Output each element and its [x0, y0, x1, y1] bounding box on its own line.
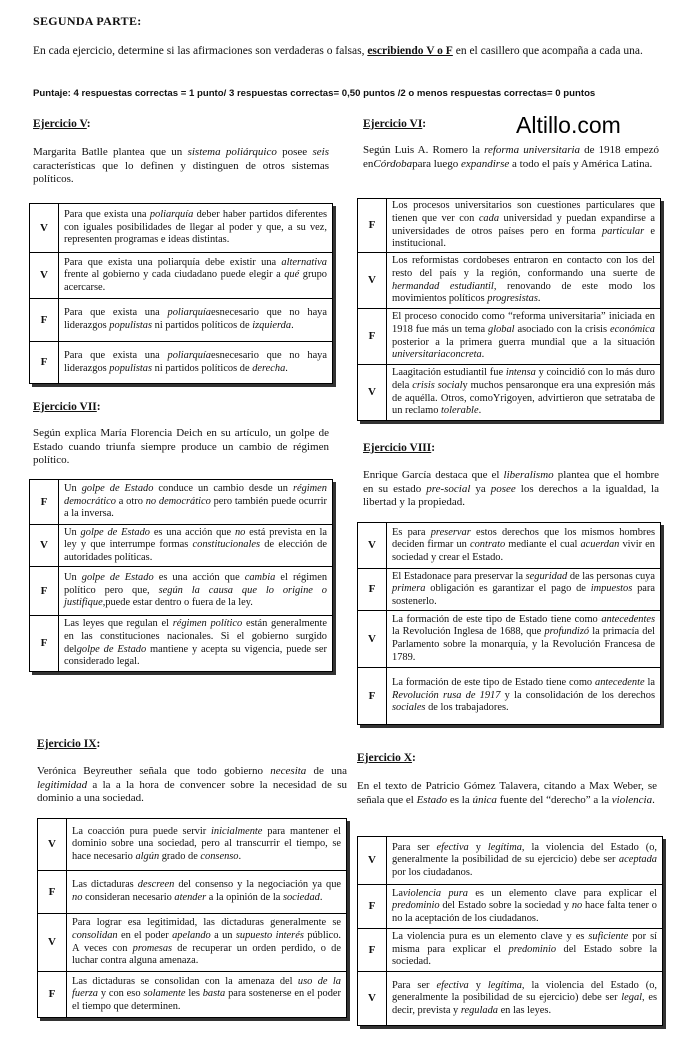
- statement-text: en el poder: [117, 929, 173, 941]
- ej7-title: Ejercicio VII:: [33, 401, 101, 413]
- statement-text: Un: [64, 572, 82, 584]
- statement-text: predominio: [392, 900, 440, 912]
- ej10-table: [357, 836, 663, 1026]
- statement-text: izquierda: [252, 320, 292, 331]
- statement-text: regulada: [460, 1004, 498, 1016]
- statement-text: sociedad: [282, 892, 320, 903]
- ej5-desc-a: Margarita Batlle plantea que un: [33, 146, 188, 158]
- answer-cell[interactable]: V: [38, 819, 67, 871]
- table-row: [358, 199, 661, 253]
- answer-cell[interactable]: F: [358, 885, 387, 929]
- table-row: [30, 525, 333, 567]
- statement-text: de los trabajadores.: [425, 702, 509, 714]
- statement-text: descreen: [137, 879, 175, 891]
- ej6-description: [363, 144, 659, 171]
- statement-text: estos derechos que los mismos hombres deciden firmar un: [392, 526, 655, 551]
- statement-text: , renovando de este modo los movimientos políticos: [392, 280, 655, 305]
- instructions-emphasis: escribiendo V o F: [367, 45, 453, 57]
- statement-cell: [67, 871, 347, 914]
- ej9-title-text: Ejercicio IX: [37, 738, 97, 750]
- statement-text: de las personas cuya: [567, 570, 655, 582]
- statement-text: ni partidos políticos de: [152, 320, 253, 331]
- statement-text: .: [478, 405, 482, 417]
- table-row: [38, 819, 347, 871]
- ej5-table: [29, 203, 333, 384]
- statement-text: cada: [478, 212, 500, 224]
- statement-text: esnecesario que no haya liderazgos: [64, 307, 327, 331]
- statement-text: , la violencia del Estado (o, generalmente la posibilidad de su ejercicio) debe ser: [392, 979, 657, 1004]
- ej10-desc-c: es la: [447, 793, 473, 806]
- statement-cell: [59, 342, 333, 384]
- statement-text: hace falta tener o no la aceptación de los ciudadanos.: [392, 900, 657, 924]
- statement-text: poliarquía: [167, 349, 211, 361]
- table-row: [358, 569, 661, 611]
- ej6-desc-g: a todo el país y América Latina.: [509, 157, 653, 170]
- statement-text: la Revolución Inglesa de 1688, que: [392, 626, 545, 638]
- statement-cell: [387, 253, 661, 309]
- statement-text: del Estado sobre la sociedad y: [439, 900, 572, 912]
- statement-cell: [387, 837, 663, 885]
- ej8-desc-g: los derechos a la igualdad, la libertad y la propiedad.: [363, 482, 659, 509]
- answer-cell[interactable]: V: [358, 365, 387, 421]
- table-row: [30, 480, 333, 525]
- ej9-desc-c: de una: [306, 765, 348, 777]
- statement-text: no: [72, 892, 83, 903]
- ej6-desc-e: para luego: [412, 157, 461, 170]
- ej10-desc-a: En el texto de Patricio Gómez Talavera, citando a Max Weber, se señala que el: [357, 780, 657, 806]
- statement-text: algún: [135, 850, 160, 862]
- statement-text: Para que exista una: [64, 209, 150, 221]
- statement-text: grupo acercarse.: [64, 269, 327, 293]
- ej5-desc-e: características que lo definen y distinguen de otros sistemas políticos.: [33, 159, 329, 186]
- statement-text: populistas: [109, 362, 153, 374]
- statement-text: , la violencia del Estado (o, generalmente la posibilidad de su ejercicio) debe ser: [392, 841, 657, 866]
- table-row: [358, 885, 663, 929]
- statement-text: cambia: [244, 572, 276, 584]
- statement-text: primera: [392, 583, 426, 595]
- ej9-desc-e: a la a la hora de convencer sobre la necesidad de su dominio a una sociedad.: [37, 778, 347, 805]
- statement-text: Los procesos universitarios son cuestiones particulares que tienen que ver con: [392, 200, 655, 224]
- statement-text: antecedente: [595, 677, 645, 689]
- statement-text: pero también puede ocurrir a la inversa.: [64, 495, 327, 520]
- statement-text: deber haber partidos diferentes con iguales posibilidades de llegar al poder y que, a su vez, representen programas e ideas distintas.: [64, 209, 327, 246]
- table-row: [358, 929, 663, 972]
- statement-text: vivir en sociedad y crear el Estado.: [392, 539, 655, 563]
- statement-text: profundizó: [544, 626, 590, 638]
- ej6-desc-b: reforma universitaria: [484, 144, 581, 156]
- statement-text: inicialmente: [211, 825, 263, 837]
- statement-text: obligación es garantizar el pago de: [425, 583, 591, 595]
- statement-text: consenso: [200, 850, 239, 862]
- ej10-desc-b: Estado: [416, 793, 448, 806]
- statement-text: mantiene y acepta su vigencia, puede ser considerado legal.: [64, 643, 327, 668]
- statement-cell: [387, 523, 661, 569]
- instructions-text: En cada ejercicio, determine si las afirmaciones son verdaderas o falsas,: [33, 45, 368, 57]
- statement-text: suficiente: [588, 931, 629, 943]
- statement-text: para sostenerse en el poder el tiempo que determinen.: [72, 988, 341, 1012]
- statement-text: .: [481, 349, 485, 361]
- statement-text: legal: [621, 992, 643, 1004]
- ej5-desc-d: seis: [312, 146, 329, 158]
- statement-text: tolerable: [441, 405, 479, 417]
- statement-text: hermandad estudiantil: [392, 280, 494, 292]
- ej6-desc-a: Según Luis A. Romero la: [363, 144, 485, 156]
- statement-text: ni partidos políticos de: [152, 362, 253, 374]
- ej8-title-text: Ejercicio VIII: [363, 442, 432, 454]
- statement-text: Laagitación estudiantil fue: [392, 367, 506, 379]
- statement-text: poliarquía: [149, 209, 194, 221]
- statement-text: basta: [202, 988, 226, 1000]
- ej5-desc-c: posee: [276, 146, 313, 158]
- statement-text: solamente: [143, 988, 186, 1000]
- ej9-title: Ejercicio IX:: [37, 738, 101, 750]
- statement-text: efectiva: [436, 841, 469, 853]
- statement-text: consideran necesario: [82, 892, 175, 903]
- statement-text: La: [392, 887, 403, 899]
- statement-cell: [387, 365, 661, 421]
- statement-text: de elección de autoridades políticas.: [64, 539, 327, 563]
- statement-text: está prevista en la ley y que interrumpe formas: [64, 526, 328, 551]
- statement-text: .: [238, 850, 242, 862]
- statement-text: sociales: [392, 702, 426, 714]
- statement-cell: [59, 204, 333, 253]
- statement-text: impuestos: [590, 583, 633, 595]
- statement-text: Para ser: [392, 841, 437, 853]
- statement-text: uso de la fuerza: [72, 975, 341, 1000]
- statement-text: Las dictaduras: [72, 879, 138, 891]
- statement-text: del consenso y la negociación ya que: [174, 879, 341, 891]
- statement-text: Es para: [392, 526, 431, 538]
- statement-text: intensa: [505, 367, 536, 379]
- answer-cell[interactable]: F: [30, 342, 59, 384]
- statement-text: grado de: [159, 850, 201, 862]
- table-row: [358, 309, 661, 365]
- answer-cell[interactable]: V: [30, 204, 59, 253]
- answer-cell[interactable]: F: [358, 199, 387, 253]
- statement-text: conduce un cambio desde un: [153, 483, 293, 495]
- statement-text: no democrático: [145, 495, 211, 507]
- statement-text: La formación de este tipo de Estado tiene como: [392, 677, 595, 689]
- answer-cell[interactable]: F: [38, 871, 67, 914]
- statement-text: contrato: [469, 539, 506, 551]
- statement-text: legítima: [487, 979, 522, 991]
- statement-text: Para ser: [392, 979, 437, 991]
- statement-text: en las leyes.: [497, 1004, 552, 1016]
- statement-text: Un: [64, 526, 81, 538]
- answer-cell[interactable]: F: [358, 668, 387, 725]
- statement-cell: [59, 299, 333, 342]
- statement-cell: [59, 480, 333, 525]
- statement-text: el régimen político pero que,: [64, 572, 328, 596]
- ej6-desc-c: de 1918 empezó en: [363, 144, 659, 170]
- statement-text: El proceso conocido como “reforma universitaria” iniciada en 1918 fue más un tema: [392, 311, 655, 335]
- statement-text: consolidan: [72, 929, 118, 941]
- statement-text: público. A veces con: [72, 929, 342, 954]
- statement-text: qué: [284, 269, 300, 281]
- statement-text: a un: [210, 929, 236, 941]
- statement-text: efectiva: [436, 979, 469, 991]
- statement-text: mediante el cual: [505, 539, 581, 551]
- answer-cell[interactable]: V: [358, 611, 387, 668]
- statement-cell: [387, 972, 663, 1026]
- statement-cell: [387, 885, 663, 929]
- statement-text: Para que exista una: [64, 307, 168, 319]
- statement-text: no: [571, 900, 583, 912]
- statement-cell: [67, 819, 347, 871]
- ej7-description: Según explica María Florencia Deich en su artículo, un golpe de Estado cuando triunfa siempre produce un cambio de régimen político.: [33, 427, 329, 467]
- answer-cell[interactable]: V: [38, 914, 67, 972]
- statement-text: a la opinión de la: [206, 892, 283, 903]
- ej6-desc-d: Córdoba: [373, 157, 413, 170]
- statement-text: ,puede estar dentro o fuera de la ley.: [102, 597, 253, 609]
- ej8-desc-f: posee: [490, 482, 516, 495]
- statement-text: La violencia pura es un elemento clave y es: [392, 931, 589, 943]
- statement-cell: [67, 972, 347, 1018]
- ej5-desc-b: sistema poliárquico: [187, 146, 277, 158]
- statement-text: del Estado sobre la sociedad.: [392, 943, 657, 968]
- ej10-desc-d: única: [472, 793, 497, 806]
- statement-text: según la causa que lo origine o justifique: [64, 584, 327, 609]
- statement-text: supuesto interés: [235, 929, 304, 941]
- statement-text: y coincidió con lo más duro dela: [392, 367, 655, 391]
- ej5-description: [33, 146, 329, 187]
- statement-text: es una acción que: [153, 572, 245, 584]
- ej8-desc-e: ya: [470, 482, 491, 495]
- statement-text: la primacía del Parlamento sobre la monarquía, y la Revolución Francesa de 1789.: [392, 626, 655, 663]
- statement-text: .: [537, 293, 541, 305]
- statement-text: es una acción que: [149, 526, 235, 538]
- ej5-title: Ejercicio V:: [33, 118, 91, 130]
- statement-text: violencia pura: [402, 887, 468, 899]
- ej9-desc-b: necesita: [270, 765, 307, 777]
- statement-cell: [59, 567, 333, 616]
- statement-text: legítima: [487, 841, 522, 853]
- answer-cell[interactable]: V: [30, 525, 59, 567]
- statement-text: para mantener el dominio sobre una sociedad, pero al transcurrir el tiempo, se hace necesario: [72, 825, 341, 862]
- statement-cell: [387, 611, 661, 668]
- site-logo: Altillo.com: [516, 112, 621, 138]
- ej6-title: Ejercicio VI:: [363, 118, 427, 130]
- statement-text: Un: [64, 483, 82, 495]
- statement-text: les: [185, 988, 203, 1000]
- answer-cell[interactable]: V: [358, 523, 387, 569]
- ej8-desc-b: liberalismo: [503, 469, 554, 481]
- statement-cell: [59, 616, 333, 672]
- statement-text: populistas: [109, 320, 153, 331]
- statement-text: seguridad: [525, 570, 568, 582]
- statement-text: La coacción pura puede servir: [72, 825, 212, 837]
- ej5-title-text: Ejercicio V: [33, 118, 87, 130]
- statement-text: asociado con la crisis: [514, 323, 610, 335]
- statement-text: e institucional.: [392, 225, 655, 250]
- ej10-desc-f: violencia: [611, 793, 653, 806]
- scoring-rules: Puntaje: 4 respuestas correctas = 1 punto/ 3 respuestas correctas= 0,50 puntos /2 o menos respuestas correctas= 0 puntos: [33, 88, 596, 99]
- statement-text: posterior a la primera guerra mundial que a la situación: [392, 336, 655, 348]
- statement-text: y con eso: [97, 988, 144, 1000]
- ej8-desc-a: Enrique García destaca que el: [363, 469, 504, 481]
- statement-cell: [59, 525, 333, 567]
- table-row: [30, 567, 333, 616]
- statement-text: global: [488, 323, 515, 335]
- table-row: [358, 611, 661, 668]
- statement-text: .: [285, 362, 288, 374]
- statement-text: golpe de Estado: [81, 483, 154, 495]
- ej6-title-text: Ejercicio VI: [363, 118, 423, 130]
- statement-text: golpe de Estado: [81, 572, 154, 584]
- answer-cell[interactable]: F: [358, 309, 387, 365]
- statement-cell: [387, 309, 661, 365]
- answer-cell[interactable]: V: [30, 253, 59, 299]
- table-row: [30, 616, 333, 672]
- section-title: SEGUNDA PARTE:: [33, 14, 142, 28]
- ej9-description: [37, 765, 347, 806]
- answer-cell[interactable]: F: [30, 480, 59, 525]
- ej8-title: Ejercicio VIII:: [363, 442, 436, 454]
- answer-cell[interactable]: F: [358, 929, 387, 972]
- statement-text: constitucionales: [192, 539, 261, 551]
- statement-text: y: [468, 841, 488, 853]
- statement-text: por los ciudadanos.: [392, 866, 473, 878]
- statement-text: universitariaconcreta: [392, 349, 482, 361]
- statement-text: de recuperar un orden perdido, o de luchar contra alguna amenaza.: [72, 942, 341, 967]
- ej7-title-text: Ejercicio VII: [33, 401, 97, 413]
- ej7-table: [29, 479, 333, 672]
- table-row: [38, 972, 347, 1018]
- ej8-desc-c: plantea que el hombre en su estado: [363, 469, 659, 495]
- statement-cell: [387, 569, 661, 611]
- instructions-text-end: en el casillero que acompaña a cada una.: [452, 45, 643, 57]
- statement-cell: [387, 668, 661, 725]
- statement-text: la: [644, 677, 655, 689]
- statement-text: apelando: [172, 929, 211, 941]
- ej9-desc-a: Verónica Beyreuther señala que todo gobierno: [37, 765, 271, 777]
- statement-text: preservar: [430, 526, 471, 538]
- statement-text: .: [319, 892, 323, 903]
- statement-text: golpe de Estado: [76, 643, 147, 655]
- answer-cell[interactable]: F: [30, 299, 59, 342]
- statement-text: predominio: [508, 943, 557, 955]
- table-row: [358, 837, 663, 885]
- statement-text: están generalmente en las constituciones nacionales. Si el gobierno surgido del: [64, 618, 327, 655]
- statement-text: El Estadonace para preservar la: [392, 570, 526, 582]
- ej6-table: [357, 198, 661, 421]
- ej9-table: [37, 818, 347, 1018]
- statement-text: Las leyes que regulan el: [64, 618, 173, 630]
- table-row: [358, 523, 661, 569]
- statement-text: Los reformistas cordobeses entraron en contacto con los del resto del país y la región, conformando una suerte de: [392, 255, 655, 279]
- statement-text: frente al gobierno y cada ciudadano puede elegir a: [64, 269, 285, 281]
- ej10-desc-e: fuente del “derecho” a la: [496, 793, 612, 806]
- instructions: [33, 44, 661, 59]
- answer-cell[interactable]: V: [358, 837, 387, 885]
- statement-text: derecha: [252, 362, 286, 374]
- table-row: [30, 253, 333, 299]
- statement-text: Las dictaduras se consolidan con la amenaza del: [72, 975, 298, 987]
- statement-text: promesas: [132, 942, 173, 954]
- ej8-desc-d: pre-social: [426, 482, 471, 495]
- statement-text: La formación de este tipo de Estado tiene como: [392, 613, 602, 625]
- statement-text: aceptada: [618, 854, 657, 866]
- statement-text: y muchos pensaronque era una expresión más de aquélla. Otros, comoYrigoyen, advirtieron que setrataba de un reclamo: [392, 379, 656, 417]
- statement-text: no: [234, 526, 246, 538]
- table-row: [30, 299, 333, 342]
- table-row: [38, 914, 347, 972]
- statement-text: Para lograr esa legitimidad, las dictaduras generalmente se: [72, 917, 341, 929]
- statement-text: crisis social: [412, 379, 463, 391]
- statement-text: golpe de Estado: [80, 526, 150, 538]
- statement-text: particular: [601, 225, 645, 237]
- answer-cell[interactable]: V: [358, 972, 387, 1026]
- statement-text: .: [291, 320, 294, 331]
- ej8-table: [357, 522, 661, 725]
- answer-cell[interactable]: F: [30, 616, 59, 672]
- statement-text: universidad y puedan expandirse a universidades de otros países pero en forma: [392, 212, 655, 237]
- table-row: [358, 253, 661, 309]
- table-row: [30, 204, 333, 253]
- answer-cell[interactable]: F: [30, 567, 59, 616]
- ej10-desc-g: .: [652, 793, 655, 806]
- statement-text: régimen político: [172, 618, 243, 630]
- statement-cell: [387, 929, 663, 972]
- statement-text: esnecesario que no haya liderazgos: [64, 349, 327, 374]
- statement-text: antecedentes: [601, 613, 655, 625]
- statement-text: poliarquía: [167, 307, 211, 319]
- statement-text: a otro: [115, 495, 146, 507]
- ej10-title-text: Ejercicio X: [357, 752, 413, 764]
- statement-text: alternativa: [281, 256, 327, 268]
- statement-text: por sí misma para explicar el: [392, 931, 657, 955]
- statement-text: y la consolidación de los derechos: [500, 689, 655, 701]
- statement-cell: [67, 914, 347, 972]
- answer-cell[interactable]: V: [358, 253, 387, 309]
- statement-text: atender: [174, 892, 207, 903]
- statement-text: es un elemento clave para explicar el: [467, 887, 657, 899]
- ej9-desc-d: legitimidad: [37, 778, 88, 791]
- statement-text: Para que exista una: [64, 349, 168, 361]
- statement-text: para sostenerlo.: [392, 583, 655, 607]
- ej10-title: Ejercicio X:: [357, 752, 416, 764]
- statement-text: Revolución rusa de 1917: [392, 689, 501, 701]
- statement-text: progresistas: [487, 293, 538, 305]
- statement-text: acuerdan: [580, 539, 620, 551]
- statement-text: Para que exista una poliarquía debe existir una: [64, 256, 282, 268]
- statement-text: económica: [609, 323, 655, 335]
- ej8-description: [363, 469, 659, 510]
- ej6-desc-f: expandirse: [460, 157, 510, 170]
- table-row: [30, 342, 333, 384]
- ej10-description: [357, 780, 657, 807]
- statement-text: régimen democrático: [64, 483, 327, 507]
- statement-text: , es decir, prevista y: [392, 992, 658, 1016]
- answer-cell[interactable]: F: [38, 972, 67, 1018]
- answer-cell[interactable]: F: [358, 569, 387, 611]
- table-row: [358, 365, 661, 421]
- statement-cell: [387, 199, 661, 253]
- table-row: [38, 871, 347, 914]
- statement-cell: [59, 253, 333, 299]
- table-row: [358, 668, 661, 725]
- statement-text: y: [468, 979, 488, 991]
- table-row: [358, 972, 663, 1026]
